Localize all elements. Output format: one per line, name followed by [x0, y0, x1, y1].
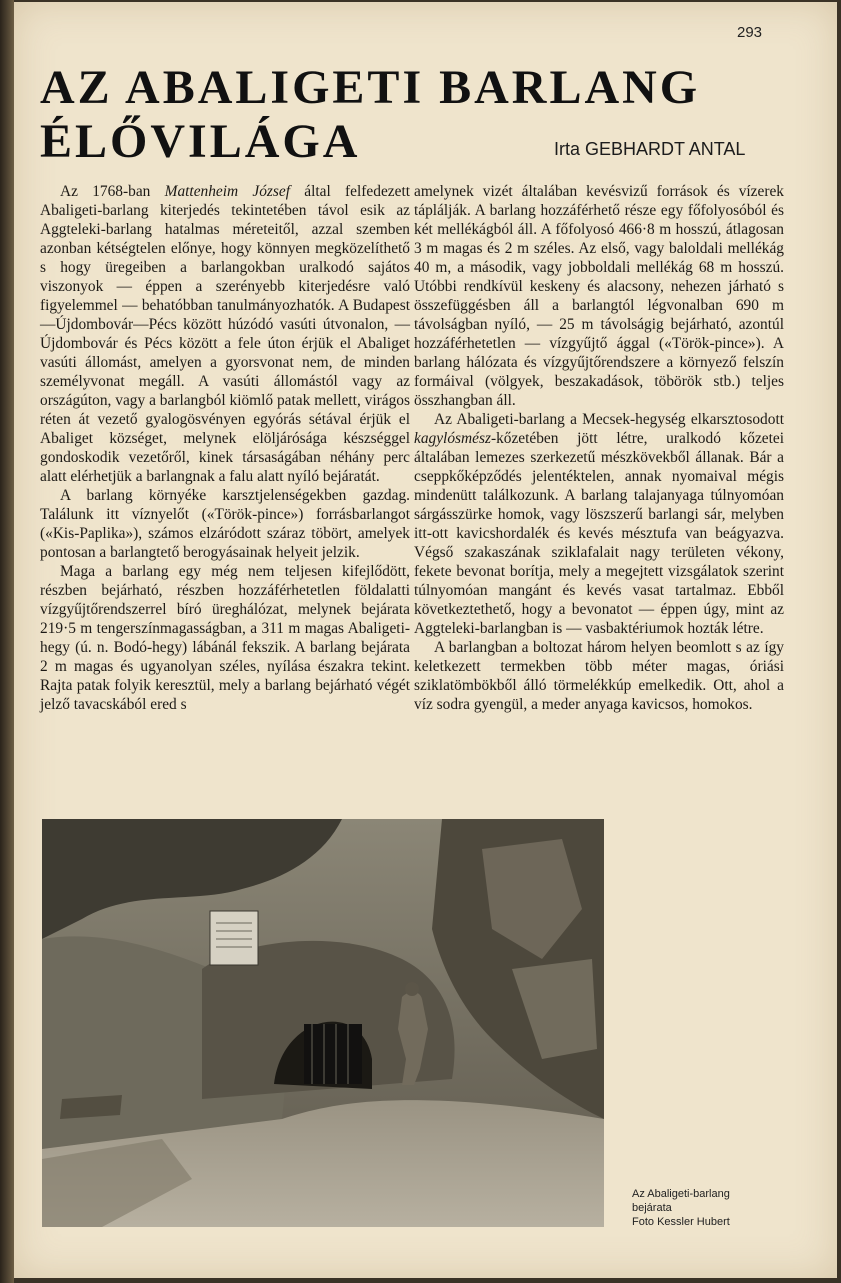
- article-title-line-2: ÉLŐVILÁGA: [40, 115, 361, 168]
- page-number: 293: [737, 24, 763, 41]
- cave-entrance-photo: [42, 819, 604, 1227]
- binding-edge: [0, 0, 14, 1283]
- text-column-right: [414, 182, 784, 802]
- person-name: Mattenheim József: [164, 183, 291, 200]
- photo-illustration: [42, 819, 604, 1227]
- magazine-page: [14, 2, 837, 1278]
- paragraph: Az Abaligeti-barlang a Mecsek-hegység elkarsztosodott kagylósmész-kőzetében jött létre, uralkodó kőzetei általában lemezes szerkezetű mészkövekből állanak. Bár a cseppkőképződés jelentéktelen, annak nyomaival mégis mindenütt találkozunk. A barlang talajanyaga túlnyomóan sárgásszürke homok, vagy löszszerű barlangi sár, melyben itt-ott kavicshordalék és kevés mésztufa van beágyazva. Végső szakaszának sziklafalait nagy területen vékony, fekete bevonat borítja, mely a megejtett vizsgálatok szerint túlnyomóan mangánt és kevés vasat tartalmaz. Ebből következtethető, hogy a bevonatot — éppen úgy, mint az Aggteleki-barlangban is — vasbaktériumok hozták létre.: [414, 411, 784, 637]
- caption-line: Az Abaligeti-barlang: [632, 1188, 730, 1200]
- emphasized-term: kagylósmész: [414, 430, 491, 447]
- photo-caption: [632, 1187, 730, 1229]
- caption-line: bejárata: [632, 1202, 672, 1214]
- paragraph: Maga a barlang egy még nem teljesen kifejlődött, részben bejárható, részben hozzáférhetetlen földalatti vízgyűjtőrendszerrel bíró üreghálózat, melynek bejárata 219·5 m tengerszínmagasságban, a 311 m magas Abaligeti-hegy (ú. n. Bodó-hegy) lábánál fekszik. A barlang bejárata 2 m magas és ugyanolyan széles, nyílása északra tekint. Rajta patak folyik keresztül, mely a barlang bejárható végét jelző tavacskából ered s: [40, 563, 410, 713]
- paragraph: A barlangban a boltozat három helyen beomlott s az így keletkezett termekben több méter magas, óriási sziklatömbökből álló törmelékkúp emelkedik. Ott, ahol a víz sodra gyengül, a meder anyaga kavicsos, homokos.: [414, 639, 784, 713]
- photo-credit: Foto Kessler Hubert: [632, 1216, 730, 1228]
- paragraph: amelynek vizét általában kevésvizű források és vízerek táplálják. A barlang hozzáférhető része egy főfolyosóból és két mellékágból áll. A főfolyosó 466·8 m hosszú, átlagosan 3 m magas és 2 m széles. Az első, vagy baloldali mellékág 40 m, a második, vagy jobboldali mellékág 68 m hosszú. Utóbbi rendkívül keskeny és alacsony, nehezen járható s összefüggésben áll a barlangtól légvonalban 690 m távolságban nyíló, — 25 m távolságig bejárható, azontúl hozzáférhetetlen — vízgyűjtő ággal («Török-pince»). A barlang hálózata és vízgyűjtőrendszere a környező felszín formáival (völgyek, beszakadások, töbörök stb.) teljes összhangban áll.: [414, 183, 784, 409]
- paragraph: Az 1768-ban Mattenheim József által felfedezett Abaligeti-barlang kiterjedés tekintetében távol esik az Aggteleki-barlang hatalmas méreteitől, azzal szemben azonban kétségtelen előnye, hogy könnyen megközelíthető s hogy üregeiben a barlangokban uralkodó sajátos viszonyok — éppen a szerényebb kiterjedésre való figyelemmel — behatóbban tanulmányozhatók. A Budapest—Újdombovár—Pécs között húzódó vasúti útvonalon, — Újdombovár és Pécs között a fele úton érjük el Abaliget vasúti állomást, amelyen a gyorsvonat nem, de minden személyvonat megáll. A vasúti állomástól vagy az országúton, vagy a barlangból kiömlő patak mellett, virágos réten át vezető gyalogösvényen egyórás sétával érjük el Abaliget községet, melynek elöljárósága készséggel gondoskodik vezetőről, kinek társaságában néhány perc alatt elérhetjük a barlangnak a falu alatt nyíló bejáratát.: [40, 183, 410, 485]
- article-byline: Irta GEBHARDT ANTAL: [554, 139, 746, 159]
- paragraph: A barlang környéke karsztjelenségekben gazdag. Találunk itt víznyelőt («Török-pince») forrásbarlangot («Kis-Paplika»), számos elzáródott száraz töbört, amelyek pontosan a barlangtető berogyásainak helyeit jelzik.: [40, 487, 410, 561]
- article-title-line-1: AZ ABALIGETI BARLANG: [40, 61, 701, 114]
- text-column-left: [40, 182, 410, 802]
